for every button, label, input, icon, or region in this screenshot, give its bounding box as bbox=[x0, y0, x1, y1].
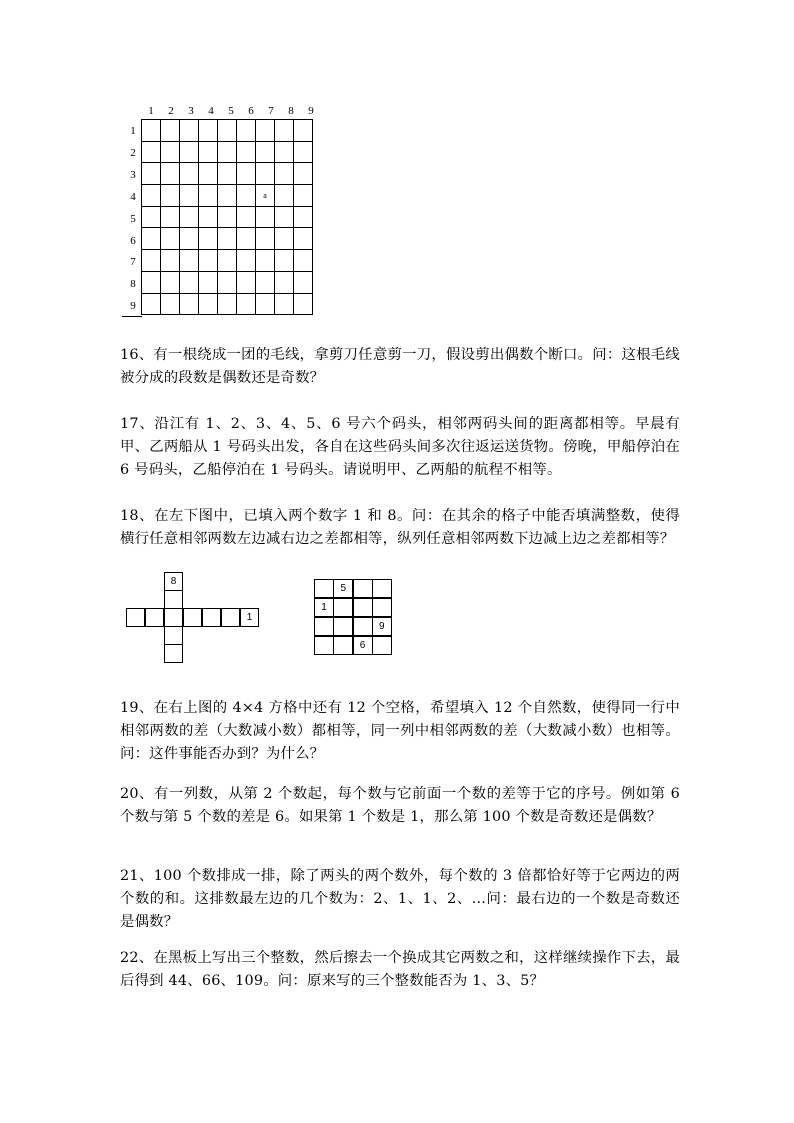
coordinate-grid bbox=[141, 119, 313, 315]
grid-cell bbox=[161, 163, 180, 185]
grid-cell bbox=[142, 250, 161, 272]
cross-cell bbox=[164, 644, 183, 663]
grid-row bbox=[142, 250, 313, 272]
problem-21: 21、100 个数排成一排，除了两头的两个数外，每个数的 3 倍都恰好等于它两边的两个数的和。这排数最左边的几个数为：2、1、1、2、…问：最右边的一个数是奇数还是偶数？ bbox=[120, 868, 680, 930]
grid4-cell bbox=[333, 598, 353, 617]
grid-cell bbox=[275, 293, 294, 315]
grid4-cell-filled: 1 bbox=[314, 598, 334, 617]
grid-column-label: 9 bbox=[308, 105, 314, 117]
grid-cell bbox=[180, 206, 199, 228]
grid-cell bbox=[294, 271, 313, 293]
grid-cell bbox=[237, 185, 256, 207]
grid-cell bbox=[161, 250, 180, 272]
grid-cell bbox=[142, 163, 161, 185]
grid4-cell bbox=[314, 617, 334, 636]
grid-row-label: 2 bbox=[130, 146, 136, 159]
grid-cell bbox=[256, 120, 275, 142]
grid-column-label: 2 bbox=[168, 105, 174, 117]
cross-cell bbox=[221, 608, 240, 627]
grid-row bbox=[142, 141, 313, 163]
grid-row bbox=[142, 185, 313, 207]
grid-column-label: 8 bbox=[288, 105, 294, 117]
grid-cell bbox=[275, 206, 294, 228]
grid4-cell bbox=[353, 617, 373, 636]
grid-cell bbox=[294, 293, 313, 315]
grid-cell bbox=[142, 120, 161, 142]
grid-column-label: 5 bbox=[228, 105, 234, 117]
problem-22: 22、在黑板上写出三个整数，然后擦去一个换成其它两数之和，这样继续操作下去，最后得到 44、66、109。问：原来写的三个整数能否为 1、3、5？ bbox=[120, 950, 680, 989]
grid-cell bbox=[161, 206, 180, 228]
grid-cell bbox=[294, 206, 313, 228]
grid-cell bbox=[180, 163, 199, 185]
grid-cell bbox=[218, 120, 237, 142]
grid-cell bbox=[294, 141, 313, 163]
grid-cell bbox=[161, 228, 180, 250]
grid-row-label: 6 bbox=[130, 234, 136, 247]
grid-cell bbox=[180, 228, 199, 250]
problem-19: 19、在右上图的 4×4 方格中还有 12 个空格，希望填入 12 个自然数，使得同一行中相邻两数的差（大数减小数）都相等，同一列中相邻两数的差（大数减小数）也相等。问：这件事能否办到？为什么？ bbox=[120, 700, 680, 762]
grid4-cell bbox=[314, 636, 334, 655]
grid-cell bbox=[237, 141, 256, 163]
grid-cell bbox=[180, 293, 199, 315]
grid-cell bbox=[161, 120, 180, 142]
cross-cell-row-end: 1 bbox=[240, 608, 259, 627]
grid4-cell bbox=[353, 579, 373, 598]
grid-cell bbox=[275, 185, 294, 207]
grid-cell bbox=[275, 250, 294, 272]
grid-cell bbox=[256, 293, 275, 315]
grid-cell bbox=[161, 141, 180, 163]
grid-column-label: 4 bbox=[208, 105, 214, 117]
grid-cell bbox=[294, 228, 313, 250]
cross-cell bbox=[126, 608, 145, 627]
grid-cell bbox=[237, 228, 256, 250]
grid-cell bbox=[275, 120, 294, 142]
grid-cell bbox=[218, 228, 237, 250]
problem-20: 20、有一列数，从第 2 个数起，每个数与它前面一个数的差等于它的序号。例如第 6 个数与第 5 个数的差是 6。如果第 1 个数是 1，那么第 100 个数是奇数还是偶数？ bbox=[120, 786, 680, 825]
grid-cell bbox=[237, 206, 256, 228]
grid-cell bbox=[256, 271, 275, 293]
grid-column-label: 1 bbox=[148, 105, 154, 117]
grid-cell bbox=[275, 271, 294, 293]
grid-row bbox=[142, 206, 313, 228]
cross-cell bbox=[145, 608, 164, 627]
grid-row-label: 4 bbox=[130, 190, 136, 203]
grid4-cell bbox=[333, 617, 353, 636]
grid-cell bbox=[256, 228, 275, 250]
grid4-cell bbox=[372, 579, 392, 598]
grid-cell bbox=[294, 163, 313, 185]
grid-row-label: 3 bbox=[130, 168, 136, 181]
grid-cell bbox=[142, 185, 161, 207]
grid-cell bbox=[180, 185, 199, 207]
grid-cell bbox=[199, 206, 218, 228]
cross-cell bbox=[183, 608, 202, 627]
grid4-cell bbox=[372, 598, 392, 617]
grid-cell bbox=[161, 293, 180, 315]
grid-row-label: 9 bbox=[130, 300, 136, 313]
grid-cell bbox=[294, 120, 313, 142]
grid-row bbox=[142, 163, 313, 185]
grid-cell bbox=[294, 185, 313, 207]
cross-cell bbox=[164, 626, 183, 645]
grid-cell bbox=[142, 293, 161, 315]
grid-cell bbox=[199, 271, 218, 293]
grid4-cell bbox=[314, 579, 334, 598]
cross-cell bbox=[202, 608, 221, 627]
grid-cell bbox=[218, 163, 237, 185]
grid-cell bbox=[199, 228, 218, 250]
grid-cell bbox=[275, 163, 294, 185]
grid-cell bbox=[199, 185, 218, 207]
grid-cell bbox=[256, 206, 275, 228]
grid-corner-line bbox=[122, 316, 142, 317]
grid-cell bbox=[237, 163, 256, 185]
problem-16: 16、有一根绕成一团的毛线，拿剪刀任意剪一刀，假设剪出偶数个断口。问：这根毛线被分成的段数是偶数还是奇数？ bbox=[120, 347, 680, 386]
grid-cell bbox=[180, 141, 199, 163]
grid-cell bbox=[142, 206, 161, 228]
grid-cell bbox=[237, 271, 256, 293]
grid-cell bbox=[180, 120, 199, 142]
grid-cell bbox=[199, 293, 218, 315]
grid-row bbox=[142, 271, 313, 293]
grid-row-label: 5 bbox=[130, 212, 136, 225]
grid4-cell-filled: 9 bbox=[372, 617, 392, 636]
grid-cell bbox=[275, 141, 294, 163]
grid-row-label: 8 bbox=[130, 278, 136, 291]
grid-row bbox=[142, 228, 313, 250]
grid-cell bbox=[180, 250, 199, 272]
grid4-cell bbox=[372, 636, 392, 655]
problem-17: 17、沿江有 1、2、3、4、5、6 号六个码头，相邻两码头间的距离都相等。早晨有甲、乙两船从 1 号码头出发，各自在这些码头间多次往返运送货物。傍晚，甲船停泊在 6 号码头，乙船停泊在 1 号码头。请说明甲、乙两船的航程不相等。 bbox=[120, 416, 680, 478]
grid-column-label: 6 bbox=[248, 105, 254, 117]
grid-cell bbox=[142, 141, 161, 163]
grid-cell bbox=[161, 271, 180, 293]
grid-cell bbox=[161, 185, 180, 207]
grid4-cell-filled: 5 bbox=[333, 579, 353, 598]
grid-row-label: 7 bbox=[130, 256, 136, 269]
grid-cell bbox=[256, 163, 275, 185]
grid-column-label: 7 bbox=[268, 105, 274, 117]
grid-cell bbox=[237, 293, 256, 315]
grid-row bbox=[142, 120, 313, 142]
grid-cell bbox=[199, 250, 218, 272]
grid4-cell bbox=[353, 598, 373, 617]
cross-cell bbox=[164, 608, 183, 627]
grid-cell bbox=[218, 271, 237, 293]
grid-cell bbox=[180, 271, 199, 293]
grid-cell bbox=[256, 141, 275, 163]
grid-cell bbox=[218, 141, 237, 163]
grid-cell bbox=[237, 250, 256, 272]
grid-cell bbox=[275, 228, 294, 250]
cross-cell bbox=[164, 590, 183, 609]
grid-row bbox=[142, 293, 313, 315]
grid-cell bbox=[218, 206, 237, 228]
problem-18: 18、在左下图中，已填入两个数字 1 和 8。问：在其余的格子中能否填满整数，使得横行任意相邻两数左边减右边之差都相等，纵列任意相邻两数下边减上边之差都相等？ bbox=[120, 508, 680, 547]
grid4-cell-filled: 6 bbox=[353, 636, 373, 655]
grid-cell bbox=[218, 293, 237, 315]
grid-cell bbox=[142, 271, 161, 293]
grid-cell bbox=[294, 250, 313, 272]
cross-cell-top: 8 bbox=[164, 572, 183, 591]
grid-cell-marked: a bbox=[256, 185, 275, 207]
grid-column-label: 3 bbox=[188, 105, 194, 117]
grid-cell bbox=[142, 228, 161, 250]
grid-cell bbox=[218, 250, 237, 272]
grid4-cell bbox=[333, 636, 353, 655]
grid-cell bbox=[199, 141, 218, 163]
grid-cell bbox=[199, 163, 218, 185]
grid-cell bbox=[199, 120, 218, 142]
grid-cell bbox=[218, 185, 237, 207]
grid-cell bbox=[237, 120, 256, 142]
grid-row-label: 1 bbox=[130, 125, 136, 137]
grid-cell bbox=[256, 250, 275, 272]
